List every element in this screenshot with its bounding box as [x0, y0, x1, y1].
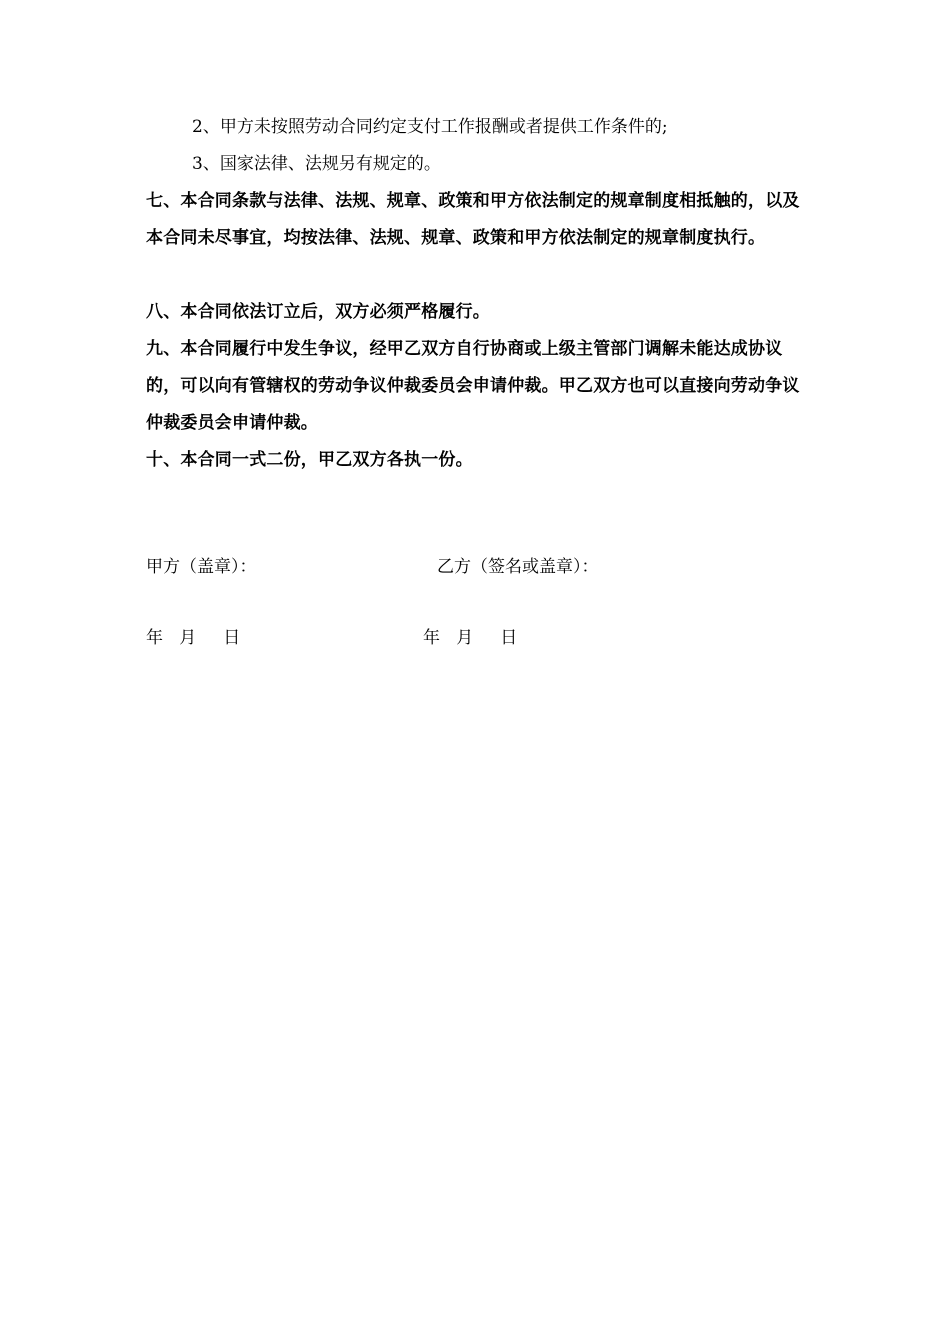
party-b-sign-label: 乙方（签名或盖章）： [437, 557, 599, 577]
clause-item-2: 2、甲方未按照劳动合同约定支付工作报酬或者提供工作条件的; [192, 117, 668, 137]
clause-8: 八、本合同依法订立后，双方必须严格履行。 [146, 302, 490, 322]
clause-9: 九、本合同履行中发生争议，经甲乙双方自行协商或上级主管部门调解未能达成协议的，可以向有管辖权的劳动争议仲裁委员会申请仲裁。甲乙双方也可以直接向劳动争议仲裁委员会申请仲裁。 [146, 339, 800, 433]
clause-item-3: 3、国家法律、法规另有规定的。 [192, 154, 441, 174]
party-a-date: 年 月 日 [146, 628, 241, 648]
clause-7: 七、本合同条款与法律、法规、规章、政策和甲方依法制定的规章制度相抵触的，以及本合同未尽事宜，均按法律、法规、规章、政策和甲方依法制定的规章制度执行。 [146, 191, 800, 248]
party-b-date: 年 月 日 [423, 628, 518, 648]
party-a-seal-label: 甲方（盖章）： [146, 557, 257, 577]
clause-10: 十、本合同一式二份，甲乙双方各执一份。 [146, 450, 473, 470]
